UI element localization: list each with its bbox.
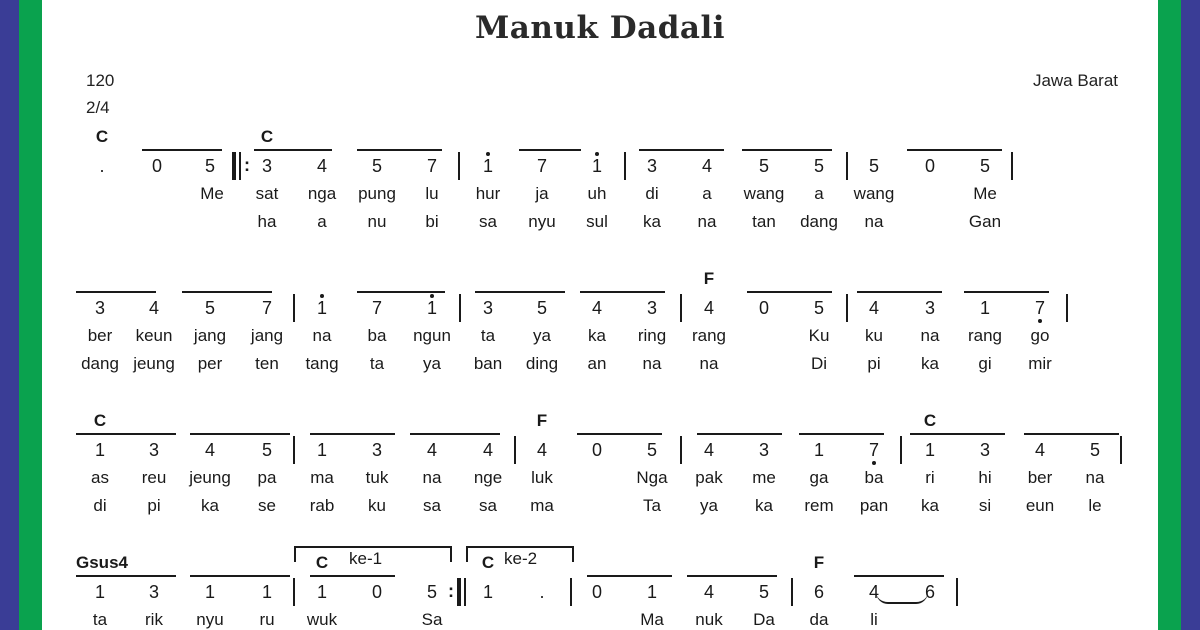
note: 4 (868, 298, 880, 318)
lyric: le (1088, 496, 1102, 515)
lyric: na (1085, 468, 1105, 487)
lyric: ba (367, 326, 387, 345)
barline (1066, 294, 1068, 322)
lyric: nga (307, 184, 337, 203)
beam (577, 433, 662, 435)
chord: Gsus4 (76, 553, 128, 572)
beam (76, 575, 176, 577)
note: 0 (591, 440, 603, 460)
lyric: sul (586, 212, 608, 231)
beam (639, 149, 724, 151)
lyric: Di (810, 354, 828, 373)
barline (1120, 436, 1122, 464)
repeat-start-barline (232, 152, 236, 180)
chord: F (536, 411, 548, 430)
chord: C (315, 553, 329, 572)
lyric: nge (473, 468, 503, 487)
octave-dot (595, 152, 599, 156)
note: 7 (371, 298, 383, 318)
lyric: ri (925, 468, 935, 487)
lyric: pan (859, 496, 889, 515)
lyric: ta (480, 326, 496, 345)
lyric: lu (425, 184, 439, 203)
octave-dot (1038, 319, 1042, 323)
note: 5 (536, 298, 548, 318)
barline (464, 578, 466, 606)
lyric: per (197, 354, 223, 373)
note: 5 (758, 582, 770, 602)
lyric: pa (257, 468, 277, 487)
note: 3 (758, 440, 770, 460)
barline (1011, 152, 1013, 180)
note: 4 (701, 156, 713, 176)
score-sheet (42, 0, 1158, 630)
lyric: wang (743, 184, 785, 203)
barline (624, 152, 626, 180)
lyric: nuk (695, 610, 723, 629)
barline (293, 578, 295, 606)
lyric: li (870, 610, 878, 629)
lyric: ber (1027, 468, 1053, 487)
lyric: jang (193, 326, 227, 345)
note: 4 (426, 440, 438, 460)
beam (799, 433, 884, 435)
lyric: go (1030, 326, 1050, 345)
lyric: as (91, 468, 109, 487)
note: 4 (703, 582, 715, 602)
second-ending-label: ke-2 (504, 549, 538, 568)
octave-dot (486, 152, 490, 156)
note: 5 (758, 156, 770, 176)
note: 4 (868, 582, 880, 602)
note: 7 (536, 156, 548, 176)
lyric: na (920, 326, 940, 345)
lyric: sa (479, 496, 497, 515)
lyric: a (702, 184, 712, 203)
note: 1 (316, 298, 328, 318)
lyric: ha (257, 212, 277, 231)
lyric: ja (535, 184, 549, 203)
lyric: jang (250, 326, 284, 345)
note: 4 (703, 298, 715, 318)
lyric: sa (423, 496, 441, 515)
lyric: pak (695, 468, 723, 487)
lyric: wang (853, 184, 895, 203)
note: 6 (924, 582, 936, 602)
lyric: hur (475, 184, 501, 203)
note: 3 (924, 298, 936, 318)
barline (459, 294, 461, 322)
note: 3 (646, 156, 658, 176)
lyric: pi (147, 496, 161, 515)
lyric: Da (753, 610, 775, 629)
note: 4 (536, 440, 548, 460)
lyric: na (642, 354, 662, 373)
note: 3 (646, 298, 658, 318)
tempo: 120 (86, 71, 115, 90)
lyric: rab (309, 496, 335, 515)
note: 6 (813, 582, 825, 602)
beam (142, 149, 222, 151)
lyric: di (93, 496, 107, 515)
lyric: reu (141, 468, 167, 487)
lyric: si (978, 496, 992, 515)
chord: C (95, 127, 109, 146)
note: 1 (204, 582, 216, 602)
beam (687, 575, 777, 577)
lyric: na (864, 212, 884, 231)
time-signature: 2/4 (86, 98, 110, 117)
slur (876, 592, 928, 604)
note: 5 (204, 298, 216, 318)
lyric: Me (973, 184, 997, 203)
lyric: ba (864, 468, 884, 487)
lyric: gi (978, 354, 992, 373)
note: 4 (148, 298, 160, 318)
repeat-dots: : (448, 581, 454, 601)
lyric: Me (200, 184, 224, 203)
lyric: pung (358, 184, 396, 203)
note: 3 (148, 440, 160, 460)
lyric: na (312, 326, 332, 345)
lyric: keun (135, 326, 173, 345)
lyric: ma (530, 496, 554, 515)
lyric: ya (533, 326, 551, 345)
note: 4 (482, 440, 494, 460)
lyric: tuk (365, 468, 389, 487)
chord: F (813, 553, 825, 572)
lyric: Ma (640, 610, 664, 629)
barline (514, 436, 516, 464)
note: 3 (371, 440, 383, 460)
barline (846, 294, 848, 322)
note: 5 (813, 298, 825, 318)
chord: F (703, 269, 715, 288)
chord: C (923, 411, 937, 430)
lyric: ka (755, 496, 773, 515)
note: 0 (924, 156, 936, 176)
lyric: an (587, 354, 607, 373)
lyric: ta (92, 610, 108, 629)
lyric: ngun (413, 326, 451, 345)
note: 0 (371, 582, 383, 602)
lyric: ma (310, 468, 334, 487)
beam (76, 291, 156, 293)
region-label: Jawa Barat (1032, 71, 1118, 90)
note: 7 (261, 298, 273, 318)
first-ending-label: ke-1 (349, 549, 383, 568)
lyric: ku (865, 326, 883, 345)
lyric: ka (201, 496, 219, 515)
lyric: ber (87, 326, 113, 345)
beam (747, 291, 832, 293)
note: 1 (591, 156, 603, 176)
barline (293, 436, 295, 464)
lyric: ring (637, 326, 667, 345)
lyric: eun (1025, 496, 1055, 515)
note: 1 (426, 298, 438, 318)
beam (857, 291, 942, 293)
note: 3 (261, 156, 273, 176)
lyric: dang (800, 212, 838, 231)
beam (182, 291, 272, 293)
barline (458, 152, 460, 180)
lyric: Ku (808, 326, 830, 345)
note: 1 (482, 156, 494, 176)
lyric: nyu (528, 212, 556, 231)
note: 3 (94, 298, 106, 318)
chord: C (481, 553, 495, 572)
note: 1 (94, 440, 106, 460)
lyric: mir (1028, 354, 1052, 373)
beam (76, 433, 176, 435)
lyric: bi (425, 212, 439, 231)
note: 1 (979, 298, 991, 318)
lyric: sat (255, 184, 279, 203)
lyric: ta (369, 354, 385, 373)
lyric: ban (473, 354, 503, 373)
beam (190, 575, 290, 577)
beam (310, 433, 395, 435)
lyric: tan (752, 212, 776, 231)
lyric: jeung (133, 354, 175, 373)
barline (900, 436, 902, 464)
note: 1 (316, 440, 328, 460)
beam (697, 433, 782, 435)
note: 1 (316, 582, 328, 602)
beam (587, 575, 672, 577)
note: 3 (979, 440, 991, 460)
note: 7 (426, 156, 438, 176)
lyric: uh (587, 184, 607, 203)
lyric: luk (531, 468, 553, 487)
lyric: Gan (968, 212, 1002, 231)
beam (742, 149, 832, 151)
beam (519, 149, 581, 151)
barline (570, 578, 572, 606)
beam (357, 291, 445, 293)
note: 5 (646, 440, 658, 460)
note: 1 (261, 582, 273, 602)
beam (475, 291, 565, 293)
lyric: nyu (196, 610, 224, 629)
octave-dot (430, 294, 434, 298)
lyric: ka (588, 326, 606, 345)
lyric: dang (81, 354, 119, 373)
note: 3 (148, 582, 160, 602)
beam (357, 149, 442, 151)
lyric: se (258, 496, 276, 515)
lyric: nu (367, 212, 387, 231)
note: 4 (204, 440, 216, 460)
note: 7 (868, 440, 880, 460)
repeat-dots: : (244, 155, 250, 175)
beam (907, 149, 1002, 151)
song-title: Manuk Dadali (474, 10, 726, 46)
note: 1 (924, 440, 936, 460)
lyric: da (809, 610, 829, 629)
beam (854, 575, 944, 577)
note: 5 (204, 156, 216, 176)
note: . (99, 156, 105, 176)
beam (410, 433, 500, 435)
lyric: Nga (636, 468, 668, 487)
lyric: hi (978, 468, 992, 487)
barline (680, 436, 682, 464)
lyric: di (645, 184, 659, 203)
beam (310, 575, 395, 577)
note: 4 (703, 440, 715, 460)
lyric: rang (967, 326, 1003, 345)
note: 1 (646, 582, 658, 602)
beam (964, 291, 1049, 293)
note: 0 (591, 582, 603, 602)
lyric: me (752, 468, 776, 487)
lyric: na (697, 212, 717, 231)
lyric: rik (145, 610, 163, 629)
lyric: ding (525, 354, 559, 373)
note: 0 (758, 298, 770, 318)
barline (293, 294, 295, 322)
note: 5 (868, 156, 880, 176)
note: 7 (1034, 298, 1046, 318)
lyric: ten (255, 354, 279, 373)
note: . (539, 582, 545, 602)
barline (791, 578, 793, 606)
beam (1024, 433, 1119, 435)
barline (239, 152, 241, 180)
lyric: Sa (421, 610, 443, 629)
octave-dot (872, 461, 876, 465)
note: 5 (1089, 440, 1101, 460)
note: 0 (151, 156, 163, 176)
note: 5 (426, 582, 438, 602)
note: 3 (482, 298, 494, 318)
note: 1 (482, 582, 494, 602)
barline (956, 578, 958, 606)
lyric: ru (259, 610, 275, 629)
lyric: ku (368, 496, 386, 515)
lyric: sa (479, 212, 497, 231)
lyric: Ta (643, 496, 661, 515)
note: 5 (261, 440, 273, 460)
note: 5 (371, 156, 383, 176)
lyric: tang (305, 354, 339, 373)
chord: C (260, 127, 274, 146)
lyric: rang (691, 326, 727, 345)
barline (680, 294, 682, 322)
lyric: ga (809, 468, 829, 487)
beam (910, 433, 1005, 435)
octave-dot (320, 294, 324, 298)
chord: C (93, 411, 107, 430)
lyric: na (422, 468, 442, 487)
note: 4 (316, 156, 328, 176)
lyric: wuk (306, 610, 338, 629)
lyric: ka (921, 496, 939, 515)
beam (580, 291, 665, 293)
note: 5 (979, 156, 991, 176)
repeat-end-barline (457, 578, 461, 606)
beam (254, 149, 332, 151)
lyric: a (814, 184, 824, 203)
lyric: jeung (189, 468, 231, 487)
note: 1 (813, 440, 825, 460)
note: 5 (813, 156, 825, 176)
note: 1 (94, 582, 106, 602)
lyric: a (317, 212, 327, 231)
lyric: pi (867, 354, 881, 373)
lyric: ka (921, 354, 939, 373)
barline (846, 152, 848, 180)
note: 4 (1034, 440, 1046, 460)
lyric: na (699, 354, 719, 373)
lyric: ya (423, 354, 441, 373)
note: 4 (591, 298, 603, 318)
beam (190, 433, 290, 435)
lyric: ya (700, 496, 718, 515)
lyric: rem (804, 496, 834, 515)
lyric: ka (643, 212, 661, 231)
